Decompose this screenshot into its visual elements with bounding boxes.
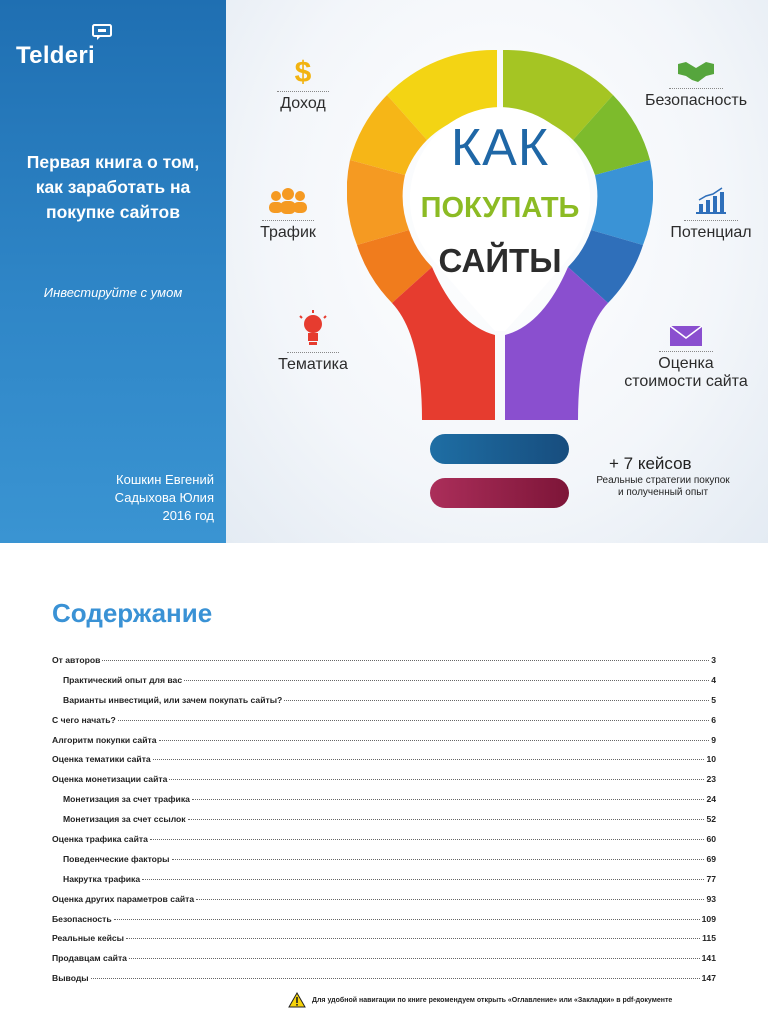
toc-entry[interactable] [52, 794, 716, 814]
toc-entry-title: Монетизация за счет трафика [63, 794, 190, 805]
toc-entry-title: Выводы [52, 973, 89, 984]
chat-bubble-icon [92, 24, 112, 40]
toc-leader-dots [102, 660, 709, 661]
toc-entry-page: 93 [706, 893, 716, 904]
toc-leader-dots [118, 720, 709, 721]
toc-leader-dots [169, 779, 704, 780]
toc-entry[interactable] [52, 675, 716, 695]
toc-leader-dots [184, 680, 709, 681]
feature-valuation: Оценка стоимости сайта [616, 325, 756, 391]
toc-entry-title: Поведенческие факторы [63, 853, 170, 864]
feature-potential: Потенциал [664, 186, 758, 242]
toc-leader-dots [150, 839, 705, 840]
toc-entry-page: 141 [701, 953, 716, 964]
toc-entry-page: 60 [706, 834, 716, 845]
toc-entry[interactable] [52, 834, 716, 854]
bar-chart-icon [694, 186, 728, 216]
toc-entry[interactable] [52, 914, 716, 934]
cases-title: + 7 кейсов [609, 454, 692, 473]
cases-subtitle: Реальные стратегии покупок и полученный опыт [596, 475, 730, 498]
toc-entry-title: Практический опыт для вас [63, 674, 183, 685]
bulb-text-kak: КАК [450, 119, 550, 177]
toc-entry-page: 6 [711, 714, 716, 725]
toc-entry[interactable] [52, 874, 716, 894]
bulb-base-bottom [430, 478, 569, 508]
toc-leader-dots [142, 879, 704, 880]
svg-text:$: $ [294, 56, 312, 87]
lightbulb-head-icon [296, 310, 330, 348]
toc-entry-title: С чего начать? [52, 714, 116, 725]
bulb-text-buy: ПОКУПАТЬ [420, 192, 580, 224]
table-of-contents [52, 655, 716, 993]
toc-entry-page: 109 [701, 913, 716, 924]
dollar-icon [291, 55, 315, 87]
toc-entry-page: 69 [706, 853, 716, 864]
toc-entry[interactable] [52, 715, 716, 735]
toc-entry[interactable] [52, 953, 716, 973]
envelope-icon [669, 325, 703, 347]
toc-entry-page: 52 [706, 814, 716, 825]
cover-slogan: Инвестируйте с умом [43, 285, 183, 300]
telderi-logo: Telderi [16, 42, 96, 69]
people-icon [264, 188, 312, 216]
toc-entry[interactable] [52, 774, 716, 794]
toc-leader-dots [284, 700, 709, 701]
handshake-icon [676, 56, 716, 84]
toc-entry[interactable] [52, 735, 716, 755]
feature-income: $ Доход [270, 55, 336, 113]
toc-entry-title: Монетизация за счет ссылок [63, 814, 186, 825]
contents-heading: Содержание [52, 598, 213, 628]
toc-entry-page: 10 [706, 754, 716, 765]
toc-entry[interactable] [52, 933, 716, 953]
feature-topic: Тематика [272, 310, 354, 374]
toc-leader-dots [192, 799, 705, 800]
toc-leader-dots [114, 919, 700, 920]
light-bulb-illustration [347, 45, 653, 425]
toc-entry-title: Оценка тематики сайта [52, 754, 151, 765]
feature-security: Безопасность [640, 56, 752, 110]
warning-icon [288, 992, 306, 1008]
toc-leader-dots [196, 899, 704, 900]
toc-entry-page: 147 [701, 973, 716, 984]
toc-entry-title: Варианты инвестиций, или зачем покупать сайты? [63, 694, 283, 705]
toc-entry-title: Накрутка трафика [63, 873, 141, 884]
toc-entry[interactable] [52, 814, 716, 834]
toc-entry[interactable] [52, 695, 716, 715]
toc-entry[interactable] [52, 973, 716, 993]
bulb-text-sites: САЙТЫ [438, 242, 562, 279]
toc-leader-dots [126, 938, 700, 939]
toc-entry-page: 24 [706, 794, 716, 805]
toc-entry-title: Продавцам сайта [52, 953, 127, 964]
toc-entry-page: 115 [702, 933, 716, 944]
toc-leader-dots [188, 819, 705, 820]
toc-entry[interactable] [52, 854, 716, 874]
toc-entry-title: Алгоритм покупки сайта [52, 734, 157, 745]
navigation-note: Для удобной навигации по книге рекомендуем открыть «Оглавление» или «Закладки» в pdf-документе [288, 992, 672, 1008]
toc-entry-title: Реальные кейсы [52, 933, 124, 944]
toc-entry[interactable] [52, 754, 716, 774]
toc-entry-title: Оценка трафика сайта [52, 834, 148, 845]
cover-title: Первая книга о том, как заработать на покупке сайтов [26, 152, 200, 222]
toc-entry-page: 4 [711, 674, 716, 685]
feature-traffic: Трафик [256, 188, 320, 242]
toc-entry-title: Безопасность [52, 913, 112, 924]
toc-entry[interactable] [52, 655, 716, 675]
toc-leader-dots [159, 740, 710, 741]
cover-authors: Кошкин Евгений Садыхова Юлия 2016 год [114, 472, 214, 523]
toc-entry-title: Оценка других параметров сайта [52, 893, 195, 904]
toc-leader-dots [129, 958, 700, 959]
toc-entry-title: Оценка монетизации сайта [52, 774, 168, 785]
toc-leader-dots [91, 978, 700, 979]
toc-entry-page: 77 [706, 873, 716, 884]
toc-entry[interactable] [52, 894, 716, 914]
toc-leader-dots [172, 859, 705, 860]
toc-entry-page: 3 [711, 655, 716, 665]
bulb-base-top [430, 434, 569, 464]
toc-entry-title: От авторов [52, 655, 101, 665]
toc-entry-page: 23 [706, 774, 716, 785]
toc-leader-dots [153, 759, 705, 760]
cover-left-panel [0, 0, 226, 543]
toc-entry-page: 9 [711, 734, 716, 745]
toc-entry-page: 5 [711, 694, 716, 705]
